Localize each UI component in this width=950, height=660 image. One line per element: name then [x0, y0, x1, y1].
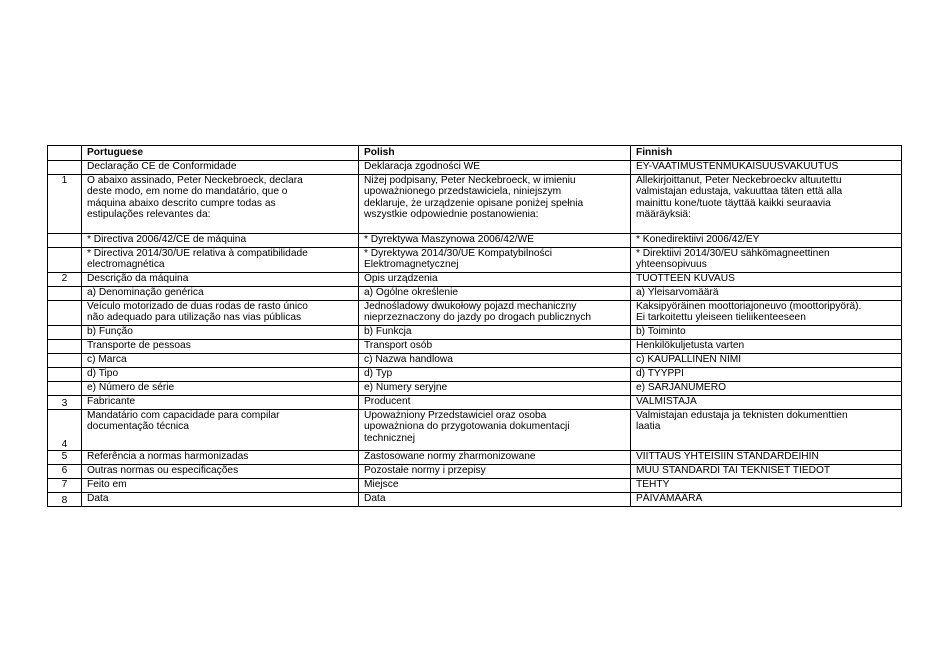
header-portuguese: Portuguese — [82, 146, 359, 161]
cell-polish — [359, 287, 631, 301]
cell-text-line: upoważniona do przygotowania dokumentacji — [364, 421, 570, 433]
cell-text-line: nieprzeznaczony do jazdy po drogach publicznych — [364, 312, 592, 324]
cell-text-line: Valmistajan edustaja ja teknisten dokumenttien — [636, 410, 848, 421]
row-number — [48, 161, 82, 175]
cell-text-line: * Directiva 2014/30/UE relativa à compatibilidade — [87, 248, 308, 259]
table-row — [48, 340, 902, 354]
table-row — [48, 465, 902, 479]
cell-text-line: Veículo motorizado de duas rodas de rasto único — [87, 301, 308, 312]
cell-text-line: e) Número de série — [87, 382, 175, 393]
cell-text-line: O abaixo assinado, Peter Neckebroeck, declara — [87, 175, 303, 186]
header-num — [48, 146, 82, 161]
cell-portuguese — [82, 326, 359, 340]
cell-polish — [359, 493, 631, 507]
cell-portuguese — [82, 340, 359, 354]
cell-text-line: Transport osób — [364, 340, 433, 351]
cell-text-line: yhteensopivuus — [636, 259, 707, 271]
cell-text-line: * Direktiivi 2014/30/EU sähkömagneettinen — [636, 248, 830, 259]
cell-finnish — [631, 234, 902, 248]
cell-text-line: d) Typ — [364, 368, 393, 379]
cell-portuguese — [82, 301, 359, 326]
cell-polish — [359, 248, 631, 273]
cell-text-line: máquina abaixo descrito cumpre todas as — [87, 197, 276, 209]
row-number — [48, 234, 82, 248]
cell-finnish — [631, 273, 902, 287]
cell-text-line: * Directiva 2006/42/CE de máquina — [87, 234, 247, 245]
cell-polish — [359, 382, 631, 396]
table-row — [48, 175, 902, 234]
cell-text-line: a) Yleisarvomäärä — [636, 287, 719, 298]
cell-text-line: TUOTTEEN KUVAUS — [636, 273, 735, 284]
table-row — [48, 287, 902, 301]
cell-polish — [359, 161, 631, 175]
cell-text-line: technicznej — [364, 432, 415, 444]
cell-text-line: deste modo, em nome do mandatário, que o — [87, 186, 288, 198]
cell-text-line: valmistajan edustaja, vakuuttaa täten että alla — [636, 186, 843, 198]
cell-portuguese — [82, 248, 359, 273]
cell-text-line: Zastosowane normy zharmonizowane — [364, 451, 536, 462]
cell-text-line: Descrição da máquina — [87, 273, 189, 284]
table-row — [48, 382, 902, 396]
cell-finnish — [631, 493, 902, 507]
cell-finnish — [631, 382, 902, 396]
cell-polish — [359, 451, 631, 465]
cell-text-line: Feito em — [87, 479, 127, 490]
table-row — [48, 234, 902, 248]
row-number — [48, 248, 82, 273]
cell-finnish — [631, 465, 902, 479]
table-row — [48, 301, 902, 326]
cell-polish — [359, 234, 631, 248]
cell-text-line: Data — [364, 493, 386, 504]
table-row — [48, 161, 902, 175]
cell-text-line: Elektromagnetycznej — [364, 259, 459, 271]
cell-text-line: e) SARJANUMERO — [636, 382, 727, 393]
cell-portuguese — [82, 287, 359, 301]
cell-text-line: a) Denominação genérica — [87, 287, 204, 298]
cell-finnish — [631, 161, 902, 175]
cell-text-line: estipulações relevantes da: — [87, 209, 211, 221]
cell-text-line: não adequado para utilização nas vias públicas — [87, 312, 302, 324]
cell-text-line: Fabricante — [87, 396, 136, 407]
row-number — [48, 382, 82, 396]
cell-text-line: b) Toiminto — [636, 326, 686, 337]
cell-text-line: * Dyrektywa Maszynowa 2006/42/WE — [364, 234, 534, 245]
cell-polish — [359, 301, 631, 326]
cell-finnish — [631, 396, 902, 410]
cell-text-line: d) TYYPPI — [636, 368, 684, 379]
cell-text-line: c) KAUPALLINEN NIMI — [636, 354, 742, 365]
header-polish: Polish — [359, 146, 631, 161]
cell-text-line: Pozostałe normy i przepisy — [364, 465, 486, 476]
cell-text-line: Mandatário com capacidade para compilar — [87, 410, 280, 421]
cell-text-line: mainittu kone/tuote täyttää kaikki seuraavia — [636, 197, 831, 209]
cell-text-line: Deklaracja zgodności WE — [364, 161, 481, 172]
row-number — [48, 354, 82, 368]
cell-text-line: Data — [87, 493, 109, 504]
cell-portuguese — [82, 161, 359, 175]
cell-polish — [359, 368, 631, 382]
cell-polish — [359, 340, 631, 354]
cell-text-line: e) Numery seryjne — [364, 382, 448, 393]
cell-portuguese — [82, 368, 359, 382]
row-number: 6 — [48, 465, 82, 479]
cell-portuguese — [82, 175, 359, 234]
cell-text-line: c) Nazwa handlowa — [364, 354, 453, 365]
cell-text-line: Miejsce — [364, 479, 399, 490]
cell-text-line: Allekirjoittanut, Peter Neckebroeckv altuutettu — [636, 175, 842, 186]
cell-finnish — [631, 301, 902, 326]
header-row — [48, 146, 902, 161]
cell-finnish — [631, 175, 902, 234]
cell-text-line: b) Funkcja — [364, 326, 412, 337]
cell-text-line: * Dyrektywa 2014/30/UE Kompatybilności — [364, 248, 552, 259]
table-row — [48, 396, 902, 410]
cell-text-line: TEHTY — [636, 479, 670, 490]
row-number — [48, 287, 82, 301]
cell-polish — [359, 479, 631, 493]
row-number — [48, 301, 82, 326]
cell-portuguese — [82, 396, 359, 410]
cell-text-line: c) Marca — [87, 354, 127, 365]
cell-polish — [359, 326, 631, 340]
header-finnish: Finnish — [631, 146, 902, 161]
table-row — [48, 479, 902, 493]
cell-portuguese — [82, 493, 359, 507]
cell-polish — [359, 396, 631, 410]
cell-portuguese — [82, 479, 359, 493]
cell-polish — [359, 273, 631, 287]
cell-finnish — [631, 368, 902, 382]
table-row — [48, 248, 902, 273]
cell-text-line: laatia — [636, 421, 661, 433]
table-row — [48, 368, 902, 382]
cell-text-line: Referência a normas harmonizadas — [87, 451, 249, 462]
cell-portuguese — [82, 410, 359, 451]
row-number: 7 — [48, 479, 82, 493]
cell-text-line: documentação técnica — [87, 421, 189, 433]
table-row — [48, 410, 902, 451]
cell-finnish — [631, 340, 902, 354]
cell-portuguese — [82, 465, 359, 479]
cell-text-line: PÄIVÄMÄÄRÄ — [636, 493, 703, 504]
cell-finnish — [631, 451, 902, 465]
row-number — [48, 368, 82, 382]
cell-text-line: d) Tipo — [87, 368, 119, 379]
cell-polish — [359, 175, 631, 234]
row-number — [48, 326, 82, 340]
table-row — [48, 354, 902, 368]
row-number: 8 — [48, 493, 82, 507]
cell-text-line: Producent — [364, 396, 411, 407]
cell-finnish — [631, 479, 902, 493]
cell-finnish — [631, 410, 902, 451]
cell-text-line: deklaruje, że urządzenie opisane poniżej spełnia — [364, 197, 584, 209]
table-row — [48, 451, 902, 465]
row-number — [48, 340, 82, 354]
cell-portuguese — [82, 273, 359, 287]
cell-text-line: * Konedirektiivi 2006/42/EY — [636, 234, 760, 245]
cell-text-line: MUU STANDARDI TAI TEKNISET TIEDOT — [636, 465, 831, 476]
cell-text-line: Declaração CE de Conformidade — [87, 161, 237, 172]
row-number: 2 — [48, 273, 82, 287]
cell-text-line: a) Ogólne określenie — [364, 287, 459, 298]
cell-text-line: Henkilökuljetusta varten — [636, 340, 745, 351]
cell-text-line: määräyksiä: — [636, 209, 691, 221]
cell-polish — [359, 410, 631, 451]
cell-text-line: wszystkie odpowiednie postanowienia: — [364, 209, 539, 221]
cell-portuguese — [82, 354, 359, 368]
cell-text-line: b) Função — [87, 326, 133, 337]
cell-finnish — [631, 248, 902, 273]
table-row — [48, 493, 902, 507]
cell-text-line: Upoważniony Przedstawiciel oraz osoba — [364, 410, 547, 421]
cell-text-line: Transporte de pessoas — [87, 340, 191, 351]
cell-portuguese — [82, 234, 359, 248]
table-body — [48, 161, 902, 507]
cell-finnish — [631, 287, 902, 301]
table-row — [48, 273, 902, 287]
cell-text-line: VALMISTAJA — [636, 396, 697, 407]
cell-polish — [359, 465, 631, 479]
row-number: 1 — [48, 175, 82, 234]
cell-portuguese — [82, 382, 359, 396]
cell-text-line: Ei tarkoitettu yleiseen tieliikenteeseen — [636, 312, 806, 324]
row-number: 3 — [48, 396, 82, 410]
cell-text-line: Jednośladowy dwukołowy pojazd mechaniczny — [364, 301, 577, 312]
cell-finnish — [631, 326, 902, 340]
cell-text-line: VIITTAUS YHTEISIIN STANDARDEIHIN — [636, 451, 819, 462]
row-number: 4 — [48, 410, 82, 451]
cell-text-line: Kaksipyöräinen moottoriajoneuvo (moottoripyörä). — [636, 301, 862, 312]
cell-text-line: EY-VAATIMUSTENMUKAISUUSVAKUUTUS — [636, 161, 839, 172]
cell-text-line: electromagnética — [87, 259, 165, 271]
row-number: 5 — [48, 451, 82, 465]
cell-text-line: upoważnionego przedstawiciela, niniejszym — [364, 186, 562, 198]
cell-text-line: Opis urządzenia — [364, 273, 438, 284]
cell-finnish — [631, 354, 902, 368]
cell-polish — [359, 354, 631, 368]
cell-text-line: Niżej podpisany, Peter Neckebroeck, w imieniu — [364, 175, 576, 186]
cell-portuguese — [82, 451, 359, 465]
declaration-table — [47, 145, 902, 507]
table-row — [48, 326, 902, 340]
cell-text-line: Outras normas ou especificações — [87, 465, 239, 476]
